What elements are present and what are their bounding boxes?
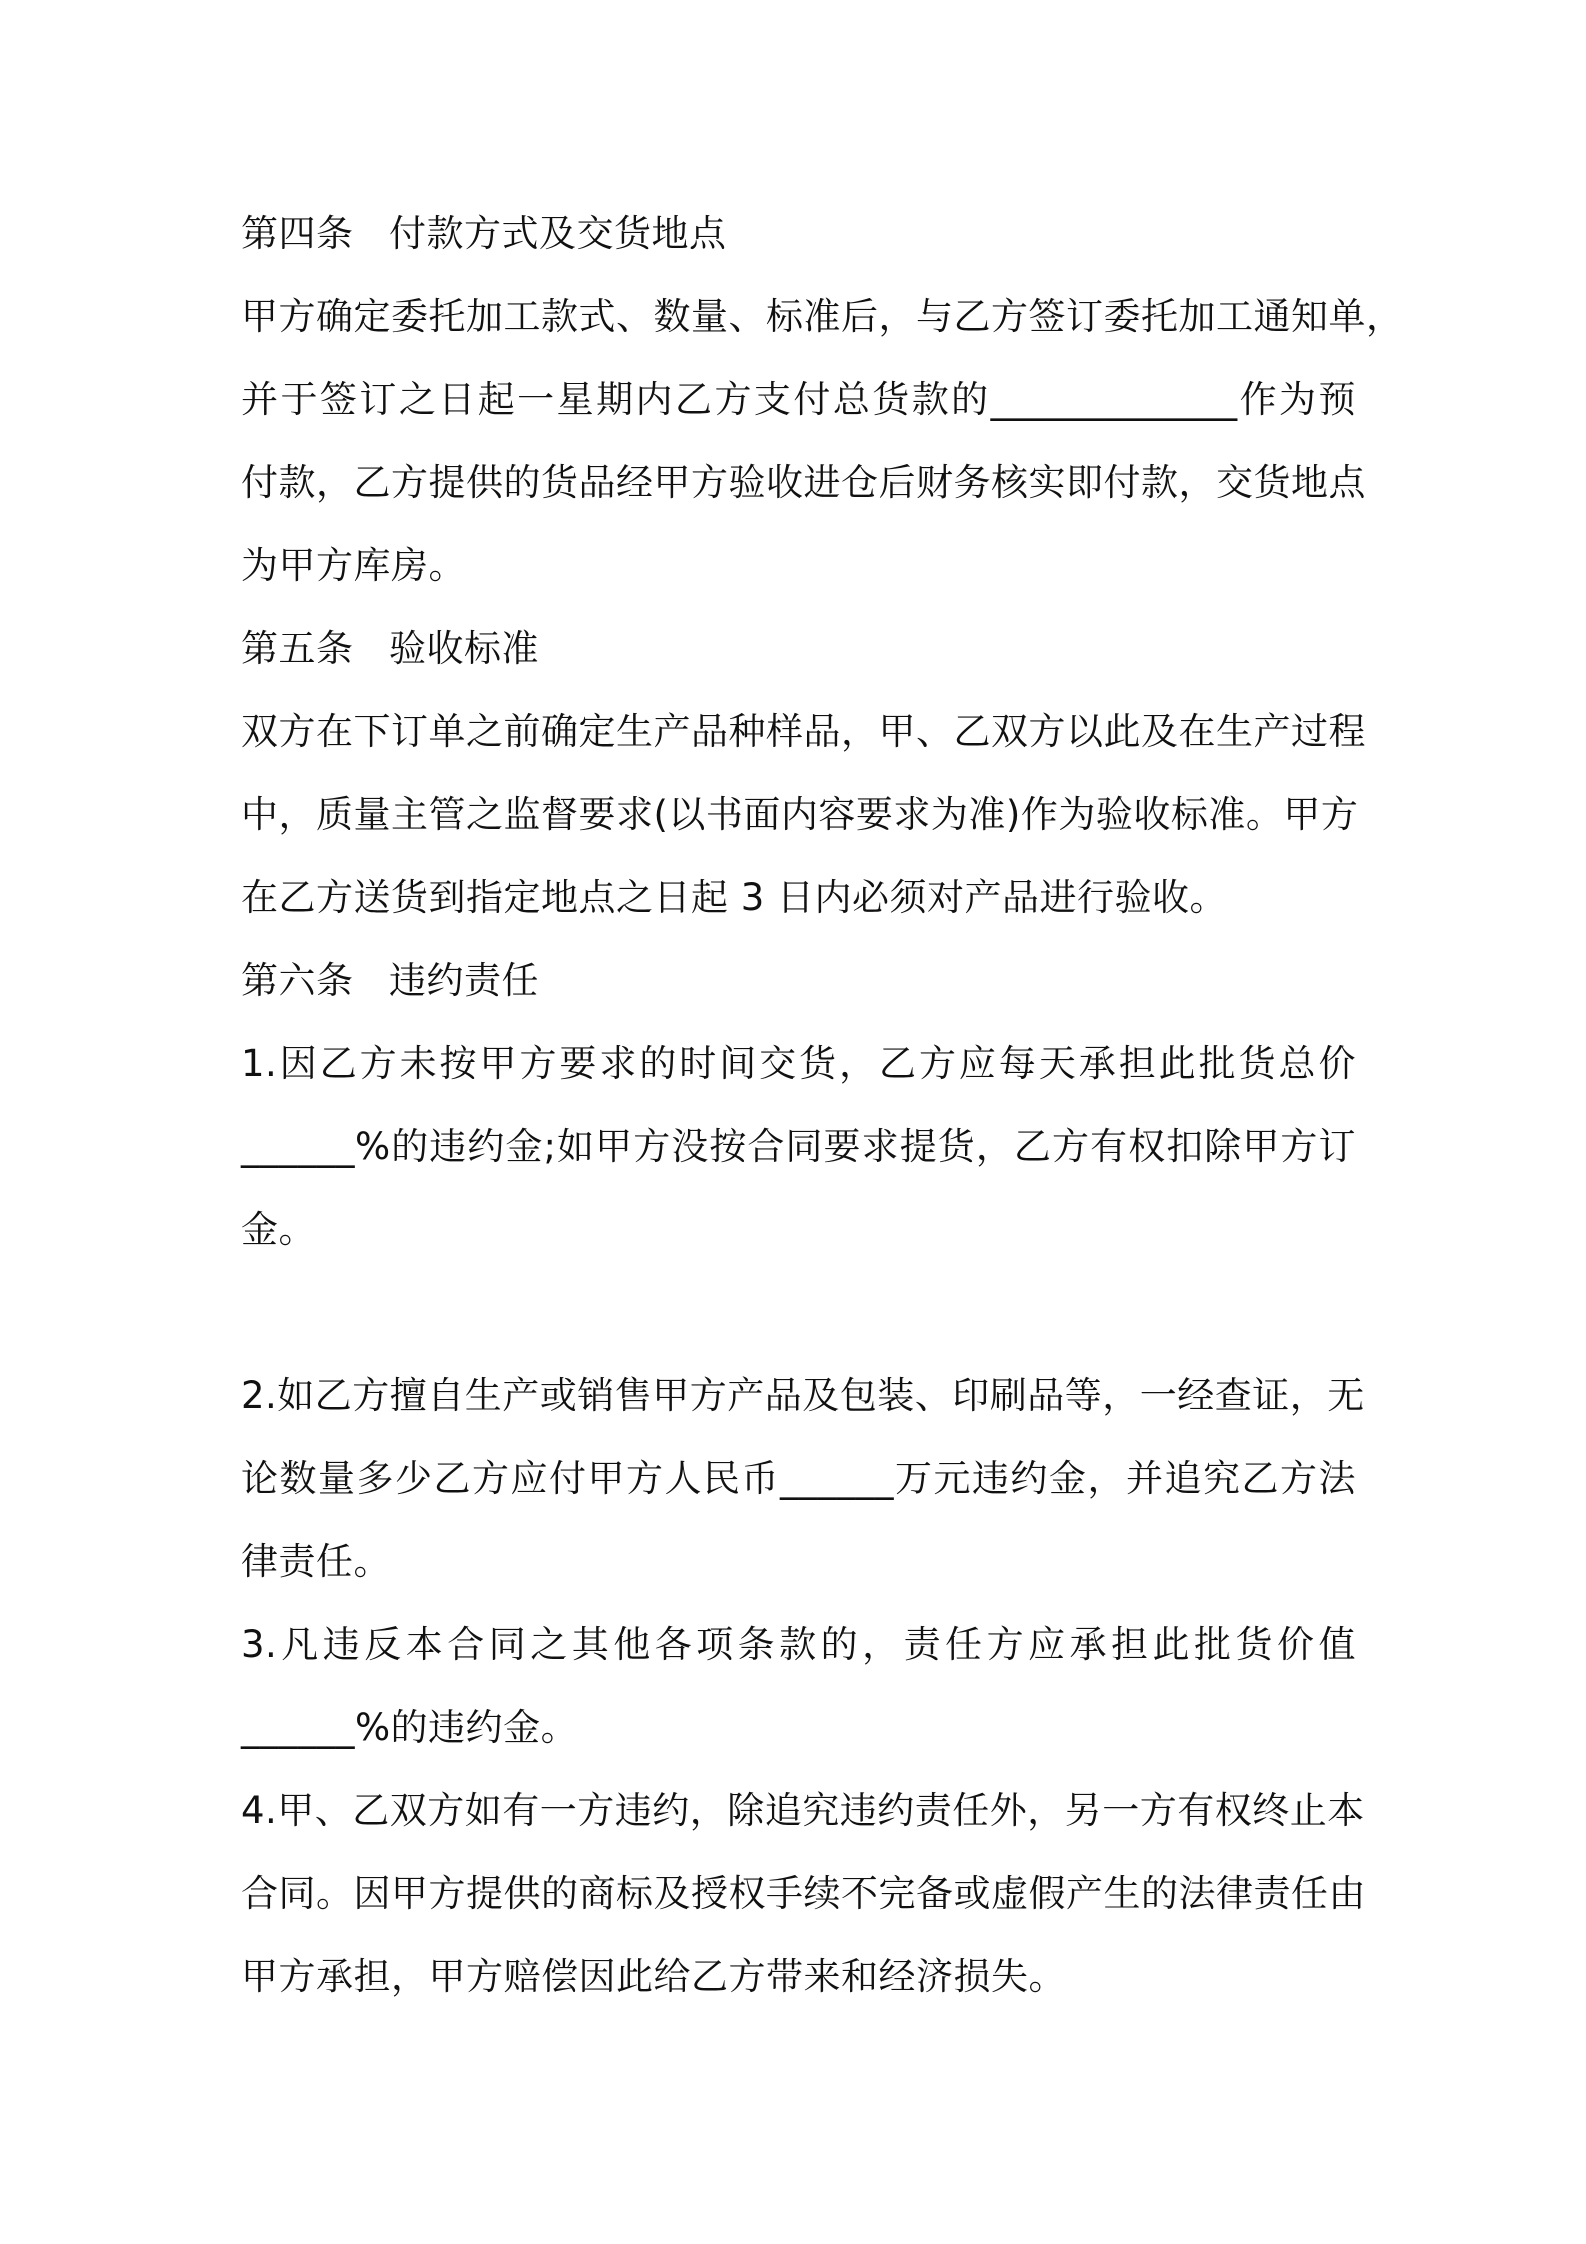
article-5-line-1: 双方在下订单之前确定生产品种样品，甲、乙双方以此及在生产过程 — [241, 710, 1366, 753]
article-6-title: 违约责任 — [389, 959, 539, 1002]
article-4-number: 第四条 — [241, 212, 354, 255]
article-4-line-1: 甲方确定委托加工款式、数量、标准后，与乙方签订委托加工通知单， — [241, 295, 1404, 338]
clause-2-line-3: 律责任。 — [241, 1540, 391, 1583]
article-6-number: 第六条 — [241, 959, 354, 1002]
article-4-line-4: 为甲方库房。 — [241, 544, 466, 587]
clause-3-line-2: ______%的违约金。 — [241, 1706, 579, 1749]
article-6-heading — [241, 939, 1356, 1022]
article-4-heading — [241, 192, 1356, 275]
clause-4-line-1: 4.甲、乙双方如有一方违约，除追究违约责任外，另一方有权终止本 — [241, 1789, 1365, 1832]
document-body — [241, 192, 1404, 2018]
paragraph-gap — [241, 1271, 1356, 1354]
clause-4-line-3: 甲方承担，甲方赔偿因此给乙方带来和经济损失。 — [241, 1955, 1066, 1998]
clause-1-line-1: 1.因乙方未按甲方要求的时间交货，乙方应每天承担此批货总价 — [241, 1042, 1356, 1085]
article-5-title: 验收标准 — [389, 627, 539, 670]
clause-3-line-1: 3.凡违反本合同之其他各项条款的，责任方应承担此批货价值 — [241, 1623, 1356, 1666]
clause-1-line-2: ______%的违约金;如甲方没按合同要求提货，乙方有权扣除甲方订 — [241, 1125, 1356, 1168]
clause-2-line-2: 论数量多少乙方应付甲方人民币______万元违约金，并追究乙方法 — [241, 1457, 1356, 1500]
article-5-line-3: 在乙方送货到指定地点之日起 3 日内必须对产品进行验收。 — [241, 876, 1228, 919]
article-5-heading — [241, 607, 1356, 690]
clause-2-line-1: 2.如乙方擅自生产或销售甲方产品及包装、印刷品等，一经查证，无 — [241, 1374, 1365, 1417]
article-5-number: 第五条 — [241, 627, 354, 670]
clause-1-line-3: 金。 — [241, 1208, 316, 1251]
article-4-line-2: 并于签订之日起一星期内乙方支付总货款的_____________作为预 — [241, 378, 1356, 421]
clause-4-line-2: 合同。因甲方提供的商标及授权手续不完备或虚假产生的法律责任由 — [241, 1872, 1366, 1915]
article-4-title: 付款方式及交货地点 — [389, 212, 727, 255]
article-5-line-2: 中，质量主管之监督要求(以书面内容要求为准)作为验收标准。甲方 — [241, 793, 1359, 836]
article-4-line-3: 付款，乙方提供的货品经甲方验收进仓后财务核实即付款，交货地点 — [241, 461, 1366, 504]
